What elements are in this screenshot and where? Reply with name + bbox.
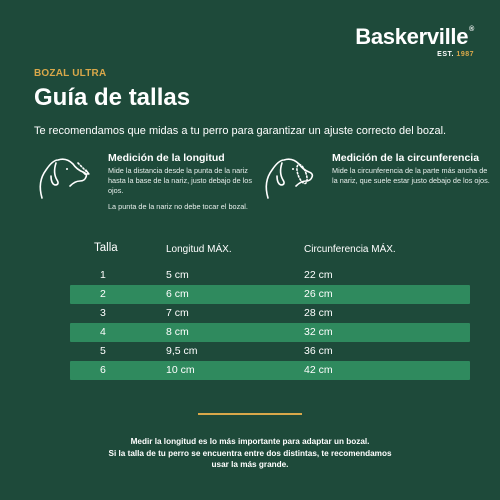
table-row	[70, 342, 470, 361]
cell-size: 3	[100, 307, 106, 319]
cell-length: 5 cm	[166, 269, 189, 281]
cell-circumference: 26 cm	[304, 288, 333, 300]
brand-name	[355, 26, 474, 48]
header-circumference: Circunferencia MÁX.	[304, 244, 396, 255]
brand-established	[355, 51, 474, 58]
cell-size: 4	[100, 326, 106, 338]
length-measurement-description: Mide la distancia desde la punta de la nariz hasta la base de la nariz, justo debajo de los ojos.	[108, 166, 253, 195]
page-title: Guía de tallas	[34, 84, 191, 111]
circumference-measurement-title: Medición de la circunferencia	[332, 152, 480, 164]
table-header	[70, 240, 470, 266]
length-measurement-text	[108, 152, 266, 212]
cell-length: 7 cm	[166, 307, 189, 319]
circumference-measurement-text	[332, 152, 490, 186]
brand-est-year: 1987	[456, 51, 474, 58]
cell-size: 6	[100, 364, 106, 376]
cell-length: 10 cm	[166, 364, 195, 376]
cell-size: 5	[100, 345, 106, 357]
cell-circumference: 36 cm	[304, 345, 333, 357]
size-table	[70, 240, 470, 380]
dog-head-length-icon	[36, 150, 96, 200]
brand-name-text: Baskerville	[355, 24, 469, 49]
header-size: Talla	[94, 242, 118, 254]
dog-head-circumference-icon	[262, 150, 322, 200]
circumference-measurement-description: Mide la circunferencia de la parte más ancha de la nariz, que suele estar justo debajo de los ojos.	[332, 166, 490, 185]
accent-divider	[198, 413, 302, 415]
cell-length: 8 cm	[166, 326, 189, 338]
cell-size: 2	[100, 288, 106, 300]
brand-est-label: EST.	[437, 51, 454, 58]
cell-circumference: 42 cm	[304, 364, 333, 376]
cell-size: 1	[100, 269, 106, 281]
cell-length: 6 cm	[166, 288, 189, 300]
length-measurement-title: Medición de la longitud	[108, 152, 225, 164]
footer-line-2: Si la talla de tu perro se encuentra entre dos distintas, te recomendamos usar la más grande.	[108, 448, 392, 469]
header-length: Longitud MÁX.	[166, 244, 232, 255]
table-row	[70, 323, 470, 342]
product-eyebrow: BOZAL ULTRA	[34, 68, 107, 79]
table-row	[70, 361, 470, 380]
table-row	[70, 304, 470, 323]
intro-text: Te recomendamos que midas a tu perro para garantizar un ajuste correcto del bozal.	[34, 125, 447, 137]
length-measurement-note: La punta de la nariz no debe tocar el bozal.	[108, 202, 248, 211]
cell-circumference: 32 cm	[304, 326, 333, 338]
cell-length: 9,5 cm	[166, 345, 198, 357]
brand-registered-mark: ®	[469, 26, 474, 33]
footer-line-1: Medir la longitud es lo más importante para adaptar un bozal.	[130, 437, 370, 446]
brand-logo	[355, 26, 474, 58]
table-row	[70, 285, 470, 304]
cell-circumference: 22 cm	[304, 269, 333, 281]
cell-circumference: 28 cm	[304, 307, 333, 319]
footer-note	[100, 436, 400, 471]
table-row	[70, 266, 470, 285]
